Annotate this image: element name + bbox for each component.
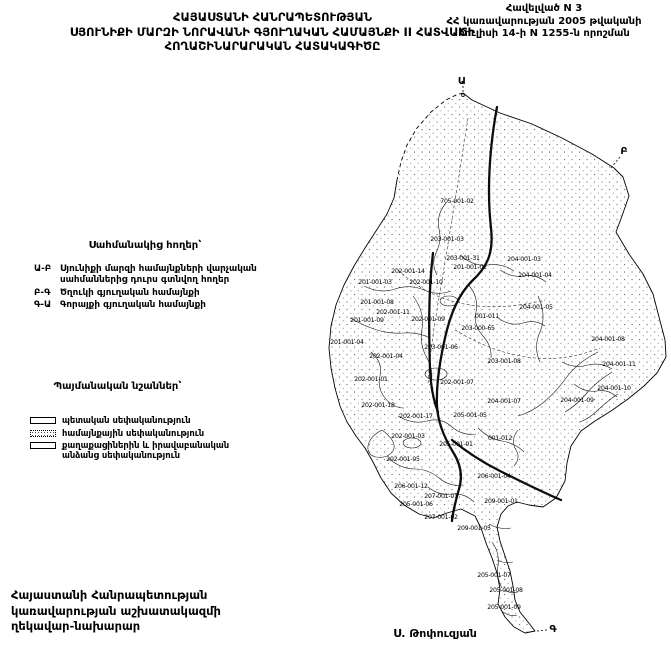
conventional-signs-heading: Պայմանական նշաններ՝	[53, 381, 182, 392]
boundary-marker-letter: Բ	[620, 146, 628, 157]
parcel-code-label: 209-001-01	[484, 498, 518, 505]
boundary-segment-code: Ա-Բ	[34, 264, 52, 274]
parcel-code-label: 205-001-01	[439, 441, 473, 448]
parcel-code-label: 204-001-11	[602, 361, 636, 368]
official-line: Հայաստանի Հանրապետության	[11, 588, 208, 602]
legend-item-label: պետական սեփականություն	[62, 415, 191, 425]
parcel-code-label: 205-001-07	[477, 572, 511, 579]
parcel-code-label: 203-001-31	[446, 255, 480, 262]
parcel-code-label: 204-001-03	[507, 256, 541, 263]
parcel-code-label: 207-001-02	[424, 514, 458, 521]
marker-g-connector	[537, 630, 547, 631]
parcel-code-label: 202-001-01	[354, 376, 388, 383]
decree-authority: ՀՀ կառավարության 2005 թվականի	[446, 15, 642, 27]
parcel-code-label: 205-001-06	[399, 501, 433, 508]
parcel-code-label: 202-001-07	[440, 379, 474, 386]
parcel-code-label: 202-001-11	[376, 309, 410, 316]
parcel-code-label: 202-001-05	[386, 456, 420, 463]
parcel-code-label: 204-001-04	[518, 272, 552, 279]
parcel-code-label: 201-001-04	[330, 339, 364, 346]
parcel-code-label: 001-012	[487, 435, 513, 442]
title-line-republic: ՀԱՅԱՍՏԱՆԻ ՀԱՆՐԱՊԵՏՈՒԹՅԱՆ	[172, 10, 373, 24]
title-line-community: ՍՅՈՒՆԻՔԻ ՄԱՐԶԻ ՆՈՐԱՎԱՆԻ ԳՅՈՒՂԱԿԱՆ ՀԱՄԱՅՆՔԻ II ՀԱՏՎԱԾԻ	[69, 24, 476, 39]
boundary-segment-text: Գորայքի գյուղական համայնքի	[60, 300, 206, 311]
parcel-code-label: 203-001-03	[430, 236, 464, 243]
legend-item-label: համայնքային սեփականություն	[62, 427, 205, 438]
parcel-code-label: 204-001-07	[487, 398, 521, 405]
parcel-code-label: 204-001-10	[597, 385, 631, 392]
boundary-segment-code: Բ-Գ	[34, 287, 51, 298]
parcel-code-label: 201-001-09	[350, 317, 384, 324]
parcel-code-label: 204-001-05	[519, 304, 553, 311]
legend-item-label: քաղաքացիներին և իրավաբանական անձանց սեփականություն	[62, 440, 230, 460]
appendix-number: Հավելված N 3	[505, 3, 583, 14]
boundary-segment-text: Սյունիքի մարզի համայնքների վարչական սահմաններից դուրս գտնվող հողեր	[60, 264, 257, 286]
parcel-code-label: 202-001-17	[399, 413, 433, 420]
boundary-segment-text: Ծղուկի գյուղական համայնքի	[60, 287, 200, 298]
parcel-code-label: 206-001-12	[394, 483, 428, 490]
parcel-code-label: 205-001-09	[487, 604, 521, 611]
parcel-code-label: 209-001-05	[457, 525, 491, 532]
parcel-code-label: 207-001-01	[424, 493, 458, 500]
parcel-code-label: 202-001-03	[391, 433, 425, 440]
parcel-code-label: 204-001-08	[591, 336, 625, 343]
parcel-code-label: 205-001-08	[489, 587, 523, 594]
parcel-code-label: 705-001-02	[440, 198, 474, 205]
parcel-code-label: 203-001-08	[487, 358, 521, 365]
boundary-marker-letter: Գ	[549, 624, 557, 635]
boundary-segment-code: Գ-Ա	[34, 300, 52, 311]
official-line: ղեկավար-նախարար	[11, 619, 141, 634]
parcel-code-label: 202-001-09	[411, 316, 445, 323]
title-line-plan: ՀՈՂԱՇԻՆԱՐԱՐԱԿԱՆ ՀԱՏԱԿԱԳԻԾԸ	[164, 39, 381, 54]
parcel-code-label: 202-001-10	[409, 279, 443, 286]
boundary-marker-letter: Ա	[457, 76, 467, 87]
adjacent-lands-heading: Սահմանակից հողեր՝	[88, 240, 202, 251]
parcel-code-label: 201-001-03	[358, 279, 392, 286]
parcel-code-label: 206-001-04	[477, 473, 511, 480]
parcel-code-label: 204-001-09	[560, 397, 594, 404]
parcel-code-label: 202-001-04	[369, 353, 403, 360]
official-line: կառավարության աշխատակազմի	[11, 603, 221, 618]
parcel-code-label: 203-000-65	[461, 325, 495, 332]
parcel-code-label: 203-001-06	[424, 344, 458, 351]
parcel-code-label: 202-001-18	[361, 402, 395, 409]
parcel-code-label: 001-011	[474, 313, 500, 320]
parcel-code-label: 202-001-14	[391, 268, 425, 275]
parcel-code-label: 201-001-02	[453, 264, 487, 271]
decree-number: հուլիսի 14-ի N 1255-ն որոշման	[458, 28, 630, 39]
parcel-code-label: 201-001-08	[360, 299, 394, 306]
marker-b-connector	[610, 157, 620, 169]
signature-name: Ս. Թոփուզյան	[393, 627, 477, 640]
parcel-code-label: 205-001-05	[453, 412, 487, 419]
